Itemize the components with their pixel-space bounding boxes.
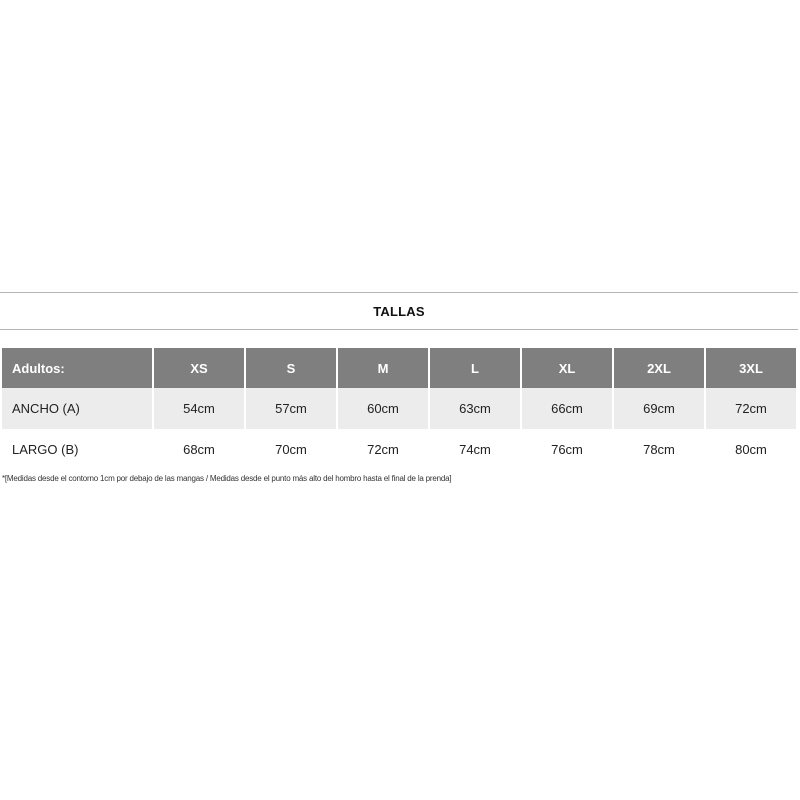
table-cell: 68cm — [154, 429, 244, 470]
table-cell: 70cm — [246, 429, 336, 470]
table-cell: 80cm — [706, 429, 796, 470]
row-label: LARGO (B) — [2, 429, 152, 470]
size-column-header: S — [246, 348, 336, 388]
size-table — [0, 348, 798, 470]
row-header-label: Adultos: — [2, 348, 152, 388]
table-cell: 66cm — [522, 388, 612, 429]
page-title: TALLAS — [373, 303, 425, 319]
table-cell: 72cm — [706, 388, 796, 429]
table-cell: 60cm — [338, 388, 428, 429]
table-cell: 76cm — [522, 429, 612, 470]
size-column-header: 3XL — [706, 348, 796, 388]
row-label: ANCHO (A) — [2, 388, 152, 429]
table-cell: 74cm — [430, 429, 520, 470]
table-row — [2, 429, 796, 470]
table-cell: 57cm — [246, 388, 336, 429]
size-column-header: 2XL — [614, 348, 704, 388]
title-band — [0, 292, 798, 330]
table-cell: 54cm — [154, 388, 244, 429]
size-column-header: L — [430, 348, 520, 388]
table-row — [2, 388, 796, 429]
size-column-header: M — [338, 348, 428, 388]
table-cell: 63cm — [430, 388, 520, 429]
footnote: *[Medidas desde el contorno 1cm por debajo de las mangas / Medidas desde el punto más alto del hombro hasta el final de la prenda] — [2, 474, 452, 483]
table-cell: 78cm — [614, 429, 704, 470]
size-column-header: XL — [522, 348, 612, 388]
table-header-row — [2, 348, 796, 388]
size-column-header: XS — [154, 348, 244, 388]
table-cell: 69cm — [614, 388, 704, 429]
table-cell: 72cm — [338, 429, 428, 470]
